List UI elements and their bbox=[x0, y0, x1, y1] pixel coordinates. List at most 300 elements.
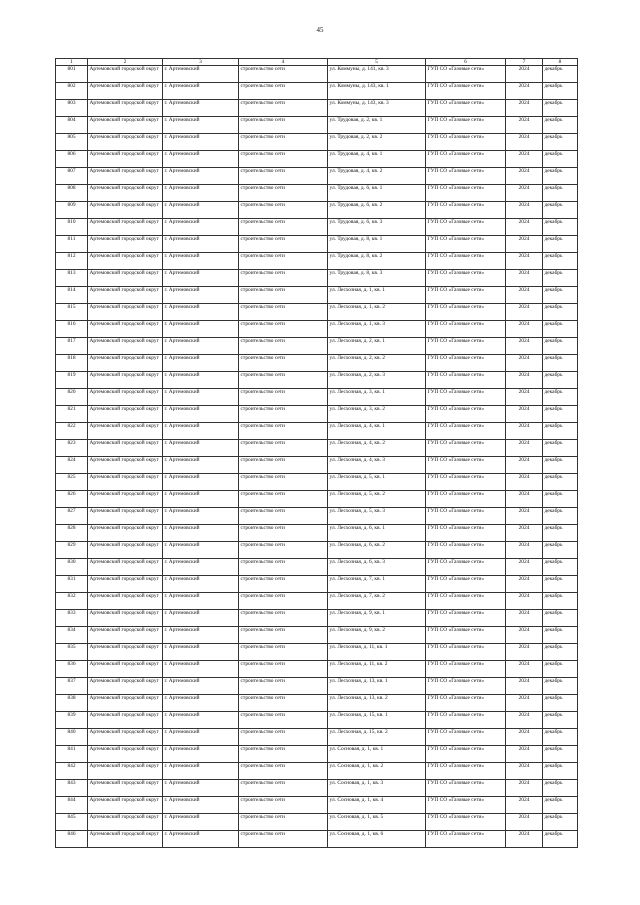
district-cell: Артемовский городской округ bbox=[88, 304, 163, 321]
table-row bbox=[56, 831, 578, 848]
month-cell: декабрь bbox=[543, 559, 578, 576]
district-cell: Артемовский городской округ bbox=[88, 83, 163, 100]
table-row bbox=[56, 66, 578, 83]
address-cell: ул. Лесхозная, д. 4, кв. 3 bbox=[328, 457, 426, 474]
contractor-cell: ГУП СО «Газовые сети» bbox=[426, 576, 506, 593]
work-type-cell: строительство сети bbox=[239, 372, 328, 389]
address-cell: ул. Лесхозная, д. 11, кв. 1 bbox=[328, 644, 426, 661]
row-number-cell: 831 bbox=[56, 576, 88, 593]
settlement-cell: г. Артемовский bbox=[163, 559, 239, 576]
row-number-cell: 804 bbox=[56, 117, 88, 134]
table-row bbox=[56, 202, 578, 219]
address-cell: ул. Трудовая, д. 6, кв. 2 bbox=[328, 202, 426, 219]
row-number-cell: 840 bbox=[56, 729, 88, 746]
address-cell: ул. Трудовая, д. 8, кв. 3 bbox=[328, 270, 426, 287]
district-cell: Артемовский городской округ bbox=[88, 185, 163, 202]
table-row bbox=[56, 661, 578, 678]
month-cell: декабрь bbox=[543, 712, 578, 729]
table-row bbox=[56, 406, 578, 423]
table-row bbox=[56, 695, 578, 712]
address-cell: ул. Трудовая, д. 6, кв. 3 bbox=[328, 219, 426, 236]
column-header: 2 bbox=[88, 59, 163, 66]
settlement-cell: г. Артемовский bbox=[163, 508, 239, 525]
month-cell: декабрь bbox=[543, 474, 578, 491]
year-cell: 2024 bbox=[506, 66, 543, 83]
row-number-cell: 827 bbox=[56, 508, 88, 525]
contractor-cell: ГУП СО «Газовые сети» bbox=[426, 83, 506, 100]
contractor-cell: ГУП СО «Газовые сети» bbox=[426, 627, 506, 644]
table-row bbox=[56, 593, 578, 610]
district-cell: Артемовский городской округ bbox=[88, 627, 163, 644]
contractor-cell: ГУП СО «Газовые сети» bbox=[426, 610, 506, 627]
address-cell: ул. Трудовая, д. 8, кв. 2 bbox=[328, 253, 426, 270]
address-cell: ул. Сосновая, д. 1, кв. 5 bbox=[328, 814, 426, 831]
row-number-cell: 808 bbox=[56, 185, 88, 202]
work-type-cell: строительство сети bbox=[239, 644, 328, 661]
settlement-cell: г. Артемовский bbox=[163, 168, 239, 185]
month-cell: декабрь bbox=[543, 780, 578, 797]
work-type-cell: строительство сети bbox=[239, 389, 328, 406]
address-cell: ул. Лесхозная, д. 1, кв. 1 bbox=[328, 287, 426, 304]
settlement-cell: г. Артемовский bbox=[163, 83, 239, 100]
month-cell: декабрь bbox=[543, 627, 578, 644]
address-cell: ул. Трудовая, д. 4, кв. 2 bbox=[328, 168, 426, 185]
year-cell: 2024 bbox=[506, 593, 543, 610]
settlement-cell: г. Артемовский bbox=[163, 746, 239, 763]
district-cell: Артемовский городской округ bbox=[88, 729, 163, 746]
district-cell: Артемовский городской округ bbox=[88, 219, 163, 236]
year-cell: 2024 bbox=[506, 321, 543, 338]
work-type-cell: строительство сети bbox=[239, 83, 328, 100]
contractor-cell: ГУП СО «Газовые сети» bbox=[426, 831, 506, 848]
settlement-cell: г. Артемовский bbox=[163, 355, 239, 372]
settlement-cell: г. Артемовский bbox=[163, 712, 239, 729]
settlement-cell: г. Артемовский bbox=[163, 321, 239, 338]
work-type-cell: строительство сети bbox=[239, 457, 328, 474]
contractor-cell: ГУП СО «Газовые сети» bbox=[426, 814, 506, 831]
table-row bbox=[56, 253, 578, 270]
table-row bbox=[56, 304, 578, 321]
row-number-cell: 817 bbox=[56, 338, 88, 355]
year-cell: 2024 bbox=[506, 117, 543, 134]
page-number: 45 bbox=[316, 26, 324, 34]
month-cell: декабрь bbox=[543, 304, 578, 321]
settlement-cell: г. Артемовский bbox=[163, 66, 239, 83]
month-cell: декабрь bbox=[543, 321, 578, 338]
contractor-cell: ГУП СО «Газовые сети» bbox=[426, 355, 506, 372]
row-number-cell: 825 bbox=[56, 474, 88, 491]
year-cell: 2024 bbox=[506, 355, 543, 372]
contractor-cell: ГУП СО «Газовые сети» bbox=[426, 389, 506, 406]
settlement-cell: г. Артемовский bbox=[163, 831, 239, 848]
address-cell: ул. Коммуны, д. 143, кв. 1 bbox=[328, 83, 426, 100]
settlement-cell: г. Артемовский bbox=[163, 304, 239, 321]
address-cell: ул. Лесхозная, д. 15, кв. 1 bbox=[328, 712, 426, 729]
address-cell: ул. Сосновая, д. 1, кв. 6 bbox=[328, 831, 426, 848]
year-cell: 2024 bbox=[506, 287, 543, 304]
table-row bbox=[56, 321, 578, 338]
table-row bbox=[56, 474, 578, 491]
year-cell: 2024 bbox=[506, 644, 543, 661]
row-number-cell: 839 bbox=[56, 712, 88, 729]
contractor-cell: ГУП СО «Газовые сети» bbox=[426, 661, 506, 678]
year-cell: 2024 bbox=[506, 814, 543, 831]
work-type-cell: строительство сети bbox=[239, 440, 328, 457]
month-cell: декабрь bbox=[543, 406, 578, 423]
year-cell: 2024 bbox=[506, 236, 543, 253]
work-type-cell: строительство сети bbox=[239, 593, 328, 610]
work-type-cell: строительство сети bbox=[239, 661, 328, 678]
table-row bbox=[56, 525, 578, 542]
address-cell: ул. Лесхозная, д. 6, кв. 1 bbox=[328, 525, 426, 542]
table-row bbox=[56, 559, 578, 576]
table-row bbox=[56, 83, 578, 100]
district-cell: Артемовский городской округ bbox=[88, 389, 163, 406]
year-cell: 2024 bbox=[506, 780, 543, 797]
work-type-cell: строительство сети bbox=[239, 321, 328, 338]
work-type-cell: строительство сети bbox=[239, 219, 328, 236]
district-cell: Артемовский городской округ bbox=[88, 168, 163, 185]
district-cell: Артемовский городской округ bbox=[88, 491, 163, 508]
work-type-cell: строительство сети bbox=[239, 338, 328, 355]
address-cell: ул. Лесхозная, д. 6, кв. 2 bbox=[328, 542, 426, 559]
work-type-cell: строительство сети bbox=[239, 474, 328, 491]
settlement-cell: г. Артемовский bbox=[163, 134, 239, 151]
contractor-cell: ГУП СО «Газовые сети» bbox=[426, 304, 506, 321]
address-cell: ул. Лесхозная, д. 2, кв. 3 bbox=[328, 372, 426, 389]
column-header: 6 bbox=[426, 59, 506, 66]
month-cell: декабрь bbox=[543, 372, 578, 389]
month-cell: декабрь bbox=[543, 678, 578, 695]
row-number-cell: 812 bbox=[56, 253, 88, 270]
settlement-cell: г. Артемовский bbox=[163, 695, 239, 712]
column-header: 1 bbox=[56, 59, 88, 66]
district-cell: Артемовский городской округ bbox=[88, 440, 163, 457]
year-cell: 2024 bbox=[506, 457, 543, 474]
year-cell: 2024 bbox=[506, 508, 543, 525]
address-cell: ул. Сосновая, д. 1, кв. 4 bbox=[328, 797, 426, 814]
settlement-cell: г. Артемовский bbox=[163, 389, 239, 406]
address-cell: ул. Лесхозная, д. 7, кв. 2 bbox=[328, 593, 426, 610]
month-cell: декабрь bbox=[543, 695, 578, 712]
table-row bbox=[56, 168, 578, 185]
row-number-cell: 842 bbox=[56, 763, 88, 780]
year-cell: 2024 bbox=[506, 219, 543, 236]
table-row bbox=[56, 372, 578, 389]
contractor-cell: ГУП СО «Газовые сети» bbox=[426, 151, 506, 168]
contractor-cell: ГУП СО «Газовые сети» bbox=[426, 100, 506, 117]
table-row bbox=[56, 457, 578, 474]
address-cell: ул. Лесхозная, д. 13, кв. 1 bbox=[328, 678, 426, 695]
table-row bbox=[56, 576, 578, 593]
year-cell: 2024 bbox=[506, 253, 543, 270]
table-row bbox=[56, 236, 578, 253]
table-row bbox=[56, 100, 578, 117]
contractor-cell: ГУП СО «Газовые сети» bbox=[426, 321, 506, 338]
row-number-cell: 835 bbox=[56, 644, 88, 661]
settlement-cell: г. Артемовский bbox=[163, 219, 239, 236]
settlement-cell: г. Артемовский bbox=[163, 644, 239, 661]
month-cell: декабрь bbox=[543, 117, 578, 134]
contractor-cell: ГУП СО «Газовые сети» bbox=[426, 457, 506, 474]
district-cell: Артемовский городской округ bbox=[88, 151, 163, 168]
work-type-cell: строительство сети bbox=[239, 814, 328, 831]
district-cell: Артемовский городской округ bbox=[88, 831, 163, 848]
address-cell: ул. Лесхозная, д. 2, кв. 2 bbox=[328, 355, 426, 372]
contractor-cell: ГУП СО «Газовые сети» bbox=[426, 644, 506, 661]
contractor-cell: ГУП СО «Газовые сети» bbox=[426, 134, 506, 151]
district-cell: Артемовский городской округ bbox=[88, 100, 163, 117]
contractor-cell: ГУП СО «Газовые сети» bbox=[426, 202, 506, 219]
settlement-cell: г. Артемовский bbox=[163, 185, 239, 202]
year-cell: 2024 bbox=[506, 763, 543, 780]
work-type-cell: строительство сети bbox=[239, 423, 328, 440]
district-cell: Артемовский городской округ bbox=[88, 814, 163, 831]
settlement-cell: г. Артемовский bbox=[163, 678, 239, 695]
contractor-cell: ГУП СО «Газовые сети» bbox=[426, 508, 506, 525]
contractor-cell: ГУП СО «Газовые сети» bbox=[426, 729, 506, 746]
contractor-cell: ГУП СО «Газовые сети» bbox=[426, 474, 506, 491]
district-cell: Артемовский городской округ bbox=[88, 253, 163, 270]
table-row bbox=[56, 219, 578, 236]
district-cell: Артемовский городской округ bbox=[88, 746, 163, 763]
work-type-cell: строительство сети bbox=[239, 66, 328, 83]
work-type-cell: строительство сети bbox=[239, 627, 328, 644]
work-type-cell: строительство сети bbox=[239, 287, 328, 304]
address-cell: ул. Сосновая, д. 1, кв. 3 bbox=[328, 780, 426, 797]
work-type-cell: строительство сети bbox=[239, 202, 328, 219]
table-row bbox=[56, 627, 578, 644]
table-row bbox=[56, 542, 578, 559]
contractor-cell: ГУП СО «Газовые сети» bbox=[426, 423, 506, 440]
contractor-cell: ГУП СО «Газовые сети» bbox=[426, 185, 506, 202]
month-cell: декабрь bbox=[543, 236, 578, 253]
contractor-cell: ГУП СО «Газовые сети» bbox=[426, 372, 506, 389]
month-cell: декабрь bbox=[543, 746, 578, 763]
year-cell: 2024 bbox=[506, 100, 543, 117]
settlement-cell: г. Артемовский bbox=[163, 457, 239, 474]
month-cell: декабрь bbox=[543, 797, 578, 814]
settlement-cell: г. Артемовский bbox=[163, 406, 239, 423]
contractor-cell: ГУП СО «Газовые сети» bbox=[426, 406, 506, 423]
district-cell: Артемовский городской округ bbox=[88, 508, 163, 525]
table-row bbox=[56, 355, 578, 372]
column-header: 5 bbox=[328, 59, 426, 66]
work-type-cell: строительство сети bbox=[239, 712, 328, 729]
district-cell: Артемовский городской округ bbox=[88, 678, 163, 695]
work-type-cell: строительство сети bbox=[239, 117, 328, 134]
contractor-cell: ГУП СО «Газовые сети» bbox=[426, 797, 506, 814]
district-cell: Артемовский городской округ bbox=[88, 797, 163, 814]
district-cell: Артемовский городской округ bbox=[88, 117, 163, 134]
settlement-cell: г. Артемовский bbox=[163, 423, 239, 440]
year-cell: 2024 bbox=[506, 831, 543, 848]
month-cell: декабрь bbox=[543, 134, 578, 151]
row-number-cell: 820 bbox=[56, 389, 88, 406]
contractor-cell: ГУП СО «Газовые сети» bbox=[426, 338, 506, 355]
table-row bbox=[56, 389, 578, 406]
settlement-cell: г. Артемовский bbox=[163, 763, 239, 780]
row-number-cell: 834 bbox=[56, 627, 88, 644]
settlement-cell: г. Артемовский bbox=[163, 151, 239, 168]
district-cell: Артемовский городской округ bbox=[88, 66, 163, 83]
row-number-cell: 823 bbox=[56, 440, 88, 457]
year-cell: 2024 bbox=[506, 474, 543, 491]
district-cell: Артемовский городской округ bbox=[88, 457, 163, 474]
contractor-cell: ГУП СО «Газовые сети» bbox=[426, 270, 506, 287]
row-number-cell: 807 bbox=[56, 168, 88, 185]
address-cell: ул. Лесхозная, д. 9, кв. 1 bbox=[328, 610, 426, 627]
work-type-cell: строительство сети bbox=[239, 695, 328, 712]
row-number-cell: 816 bbox=[56, 321, 88, 338]
row-number-cell: 833 bbox=[56, 610, 88, 627]
settlement-cell: г. Артемовский bbox=[163, 287, 239, 304]
column-header: 7 bbox=[506, 59, 543, 66]
table-body bbox=[56, 66, 578, 848]
address-cell: ул. Лесхозная, д. 15, кв. 2 bbox=[328, 729, 426, 746]
row-number-cell: 837 bbox=[56, 678, 88, 695]
month-cell: декабрь bbox=[543, 831, 578, 848]
year-cell: 2024 bbox=[506, 389, 543, 406]
year-cell: 2024 bbox=[506, 83, 543, 100]
district-cell: Артемовский городской округ bbox=[88, 610, 163, 627]
month-cell: декабрь bbox=[543, 389, 578, 406]
district-cell: Артемовский городской округ bbox=[88, 355, 163, 372]
address-cell: ул. Лесхозная, д. 3, кв. 1 bbox=[328, 389, 426, 406]
work-type-cell: строительство сети bbox=[239, 236, 328, 253]
work-type-cell: строительство сети bbox=[239, 270, 328, 287]
year-cell: 2024 bbox=[506, 661, 543, 678]
district-cell: Артемовский городской округ bbox=[88, 321, 163, 338]
year-cell: 2024 bbox=[506, 797, 543, 814]
month-cell: декабрь bbox=[543, 508, 578, 525]
contractor-cell: ГУП СО «Газовые сети» bbox=[426, 491, 506, 508]
month-cell: декабрь bbox=[543, 491, 578, 508]
table-row bbox=[56, 151, 578, 168]
month-cell: декабрь bbox=[543, 440, 578, 457]
contractor-cell: ГУП СО «Газовые сети» bbox=[426, 525, 506, 542]
work-type-cell: строительство сети bbox=[239, 151, 328, 168]
settlement-cell: г. Артемовский bbox=[163, 780, 239, 797]
table-row bbox=[56, 185, 578, 202]
year-cell: 2024 bbox=[506, 525, 543, 542]
year-cell: 2024 bbox=[506, 185, 543, 202]
table-row bbox=[56, 780, 578, 797]
row-number-cell: 819 bbox=[56, 372, 88, 389]
table-row bbox=[56, 729, 578, 746]
settlement-cell: г. Артемовский bbox=[163, 593, 239, 610]
month-cell: декабрь bbox=[543, 525, 578, 542]
year-cell: 2024 bbox=[506, 729, 543, 746]
address-cell: ул. Трудовая, д. 4, кв. 1 bbox=[328, 151, 426, 168]
year-cell: 2024 bbox=[506, 406, 543, 423]
work-type-cell: строительство сети bbox=[239, 508, 328, 525]
year-cell: 2024 bbox=[506, 576, 543, 593]
row-number-cell: 801 bbox=[56, 66, 88, 83]
month-cell: декабрь bbox=[543, 729, 578, 746]
month-cell: декабрь bbox=[543, 168, 578, 185]
contractor-cell: ГУП СО «Газовые сети» bbox=[426, 219, 506, 236]
row-number-cell: 805 bbox=[56, 134, 88, 151]
row-number-cell: 841 bbox=[56, 746, 88, 763]
row-number-cell: 818 bbox=[56, 355, 88, 372]
settlement-cell: г. Артемовский bbox=[163, 542, 239, 559]
address-cell: ул. Лесхозная, д. 5, кв. 1 bbox=[328, 474, 426, 491]
address-cell: ул. Лесхозная, д. 4, кв. 2 bbox=[328, 440, 426, 457]
row-number-cell: 836 bbox=[56, 661, 88, 678]
month-cell: декабрь bbox=[543, 423, 578, 440]
year-cell: 2024 bbox=[506, 202, 543, 219]
row-number-cell: 810 bbox=[56, 219, 88, 236]
work-type-cell: строительство сети bbox=[239, 746, 328, 763]
month-cell: декабрь bbox=[543, 185, 578, 202]
table-row bbox=[56, 508, 578, 525]
contractor-cell: ГУП СО «Газовые сети» bbox=[426, 593, 506, 610]
work-type-cell: строительство сети bbox=[239, 610, 328, 627]
row-number-cell: 826 bbox=[56, 491, 88, 508]
row-number-cell: 846 bbox=[56, 831, 88, 848]
month-cell: декабрь bbox=[543, 287, 578, 304]
table-row bbox=[56, 712, 578, 729]
year-cell: 2024 bbox=[506, 695, 543, 712]
work-type-cell: строительство сети bbox=[239, 406, 328, 423]
contractor-cell: ГУП СО «Газовые сети» bbox=[426, 117, 506, 134]
district-cell: Артемовский городской округ bbox=[88, 270, 163, 287]
address-cell: ул. Лесхозная, д. 6, кв. 3 bbox=[328, 559, 426, 576]
table-row bbox=[56, 287, 578, 304]
work-type-cell: строительство сети bbox=[239, 100, 328, 117]
district-cell: Артемовский городской округ bbox=[88, 712, 163, 729]
district-cell: Артемовский городской округ bbox=[88, 593, 163, 610]
year-cell: 2024 bbox=[506, 151, 543, 168]
contractor-cell: ГУП СО «Газовые сети» bbox=[426, 168, 506, 185]
month-cell: декабрь bbox=[543, 83, 578, 100]
work-type-cell: строительство сети bbox=[239, 304, 328, 321]
table-row bbox=[56, 270, 578, 287]
district-cell: Артемовский городской округ bbox=[88, 661, 163, 678]
settlement-cell: г. Артемовский bbox=[163, 100, 239, 117]
month-cell: декабрь bbox=[543, 355, 578, 372]
settlement-cell: г. Артемовский bbox=[163, 372, 239, 389]
address-cell: ул. Лесхозная, д. 3, кв. 2 bbox=[328, 406, 426, 423]
month-cell: декабрь bbox=[543, 219, 578, 236]
year-cell: 2024 bbox=[506, 712, 543, 729]
work-type-cell: строительство сети bbox=[239, 491, 328, 508]
column-header: 3 bbox=[163, 59, 239, 66]
address-cell: ул. Трудовая, д. 2, кв. 1 bbox=[328, 117, 426, 134]
district-cell: Артемовский городской округ bbox=[88, 542, 163, 559]
district-cell: Артемовский городской округ bbox=[88, 134, 163, 151]
year-cell: 2024 bbox=[506, 423, 543, 440]
month-cell: декабрь bbox=[543, 338, 578, 355]
table-row bbox=[56, 746, 578, 763]
year-cell: 2024 bbox=[506, 610, 543, 627]
registry-table bbox=[55, 58, 578, 848]
address-cell: ул. Сосновая, д. 1, кв. 2 bbox=[328, 763, 426, 780]
table-row bbox=[56, 117, 578, 134]
district-cell: Артемовский городской округ bbox=[88, 236, 163, 253]
address-cell: ул. Лесхозная, д. 1, кв. 3 bbox=[328, 321, 426, 338]
row-number-cell: 803 bbox=[56, 100, 88, 117]
table-row bbox=[56, 797, 578, 814]
year-cell: 2024 bbox=[506, 542, 543, 559]
month-cell: декабрь bbox=[543, 202, 578, 219]
row-number-cell: 838 bbox=[56, 695, 88, 712]
district-cell: Артемовский городской округ bbox=[88, 338, 163, 355]
month-cell: декабрь bbox=[543, 66, 578, 83]
district-cell: Артемовский городской округ bbox=[88, 525, 163, 542]
address-cell: ул. Коммуны, д. 141, кв. 3 bbox=[328, 66, 426, 83]
